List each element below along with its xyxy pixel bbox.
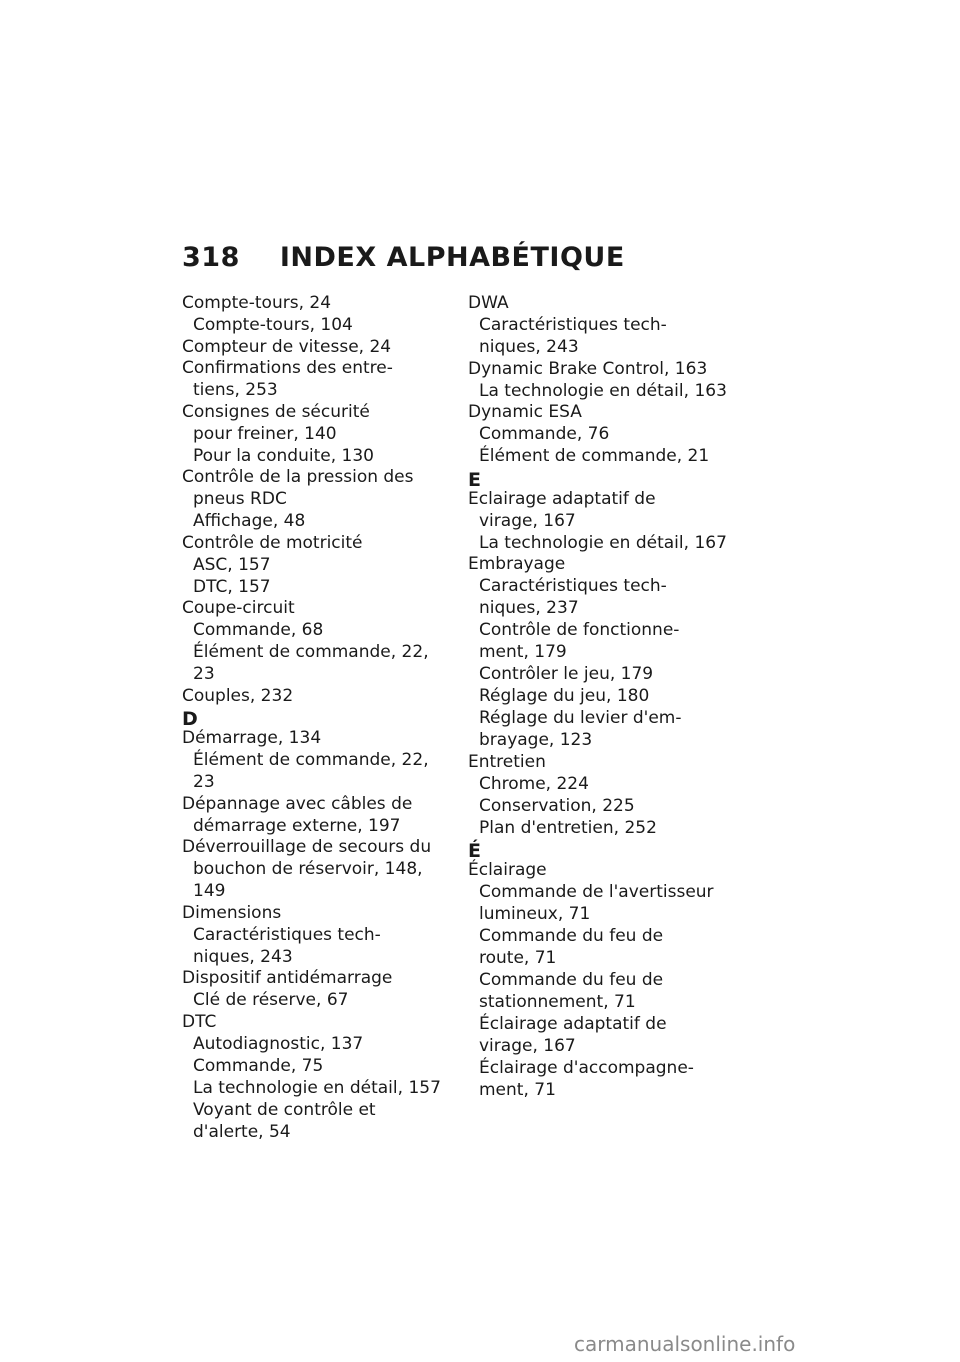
index-subentry: virage, 167: [479, 510, 576, 531]
index-subentry: ment, 179: [479, 642, 567, 662]
index-entry: DTC: [182, 1011, 217, 1032]
index-entry: Consignes de sécurité: [182, 401, 370, 422]
index-subentry: Commande, 76: [479, 424, 610, 444]
index-subentry: ASC, 157: [193, 554, 271, 575]
index-subentry: 149: [193, 881, 226, 901]
index-subentry: Chrome, 224: [479, 773, 589, 794]
index-subentry: stationnement, 71: [479, 992, 636, 1012]
index-entry: Couples, 232: [182, 685, 294, 706]
index-subentry: Voyant de contrôle et: [193, 1099, 376, 1120]
index-section-letter: E: [468, 468, 481, 491]
index-subentry: La technologie en détail, 167: [479, 532, 727, 553]
index-subentry: Contrôler le jeu, 179: [479, 664, 654, 684]
watermark: carmanualsonline.info: [574, 1332, 796, 1356]
page-header: [182, 242, 625, 273]
index-entry: Éclairage: [468, 860, 547, 880]
index-subentry: Élément de commande, 21: [479, 446, 710, 466]
index-entry: Compteur de vitesse, 24: [182, 336, 392, 357]
index-subentry: Éclairage d'accompagne-: [479, 1058, 694, 1078]
index-subentry: Caractéristiques tech-: [479, 576, 667, 596]
index-subentry: Compte-tours, 104: [193, 315, 353, 335]
index-subentry: Éclairage adaptatif de: [479, 1014, 667, 1034]
index-entry: Démarrage, 134: [182, 728, 322, 748]
index-subentry: niques, 243: [193, 946, 293, 967]
index-subentry: pour freiner, 140: [193, 423, 337, 444]
page-number: 318: [182, 242, 240, 273]
index-section-letter: D: [182, 708, 198, 730]
index-subentry: d'alerte, 54: [193, 1121, 291, 1142]
index-subentry: 23: [193, 664, 215, 684]
index-subentry: Réglage du levier d'em-: [479, 708, 682, 728]
index-subentry: ment, 71: [479, 1080, 556, 1100]
index-subentry: Commande de l'avertisseur: [479, 882, 714, 902]
index-subentry: Élément de commande, 22,: [193, 642, 429, 662]
index-entry: DWA: [468, 293, 509, 313]
index-subentry: virage, 167: [479, 1036, 576, 1056]
index-entry: Dynamic ESA: [468, 402, 582, 422]
index-subentry: lumineux, 71: [479, 904, 591, 924]
index-subentry: route, 71: [479, 948, 557, 968]
index-entry: Dispositif antidémarrage: [182, 968, 393, 988]
page-title: INDEX ALPHABÉTIQUE: [279, 242, 625, 273]
index-subentry: La technologie en détail, 163: [479, 380, 727, 401]
index-subentry: démarrage externe, 197: [193, 815, 401, 836]
index-entry: Déverrouillage de secours du: [182, 837, 432, 857]
index-entry: Dimensions: [182, 902, 282, 923]
index-column-right: [468, 293, 758, 1102]
index-entry: Compte-tours, 24: [182, 293, 332, 313]
index-section-letter: É: [468, 840, 481, 862]
index-subentry: Élément de commande, 22,: [193, 750, 429, 770]
index-subentry: Commande, 75: [193, 1055, 324, 1076]
index-entry: Eclairage adaptatif de: [468, 488, 656, 509]
index-column-left: [182, 293, 472, 1143]
index-subentry: Commande du feu de: [479, 970, 664, 990]
index-subentry: pneus RDC: [193, 489, 287, 509]
index-entry: Contrôle de la pression des: [182, 467, 414, 487]
index-subentry: Caractéristiques tech-: [193, 924, 381, 945]
index-subentry: Commande, 68: [193, 620, 324, 640]
index-subentry: tiens, 253: [193, 380, 278, 400]
index-subentry: La technologie en détail, 157: [193, 1077, 441, 1098]
index-subentry: Conservation, 225: [479, 795, 635, 816]
index-entry: Entretien: [468, 751, 546, 772]
index-subentry: Affichage, 48: [193, 511, 306, 531]
index-entry: Confirmations des entre-: [182, 358, 393, 378]
index-subentry: Plan d'entretien, 252: [479, 817, 657, 838]
index-subentry: Réglage du jeu, 180: [479, 686, 650, 706]
index-subentry: Pour la conduite, 130: [193, 445, 374, 466]
index-entry: Embrayage: [468, 554, 566, 574]
index-subentry: niques, 237: [479, 598, 579, 618]
index-subentry: niques, 243: [479, 337, 579, 357]
index-subentry: bouchon de réservoir, 148,: [193, 859, 423, 879]
index-subentry: brayage, 123: [479, 730, 593, 750]
index-entry: Dépannage avec câbles de: [182, 793, 413, 814]
index-subentry: Caractéristiques tech-: [479, 315, 667, 335]
index-subentry: Clé de réserve, 67: [193, 990, 349, 1010]
index-subentry: DTC, 157: [193, 576, 271, 597]
index-subentry: Autodiagnostic, 137: [193, 1033, 364, 1054]
index-entry: Contrôle de motricité: [182, 532, 363, 553]
index-entry: Coupe-circuit: [182, 598, 295, 618]
index-subentry: Commande du feu de: [479, 926, 664, 946]
index-entry: Dynamic Brake Control, 163: [468, 358, 708, 379]
index-subentry: Contrôle de fonctionne-: [479, 620, 680, 640]
index-subentry: 23: [193, 772, 215, 792]
